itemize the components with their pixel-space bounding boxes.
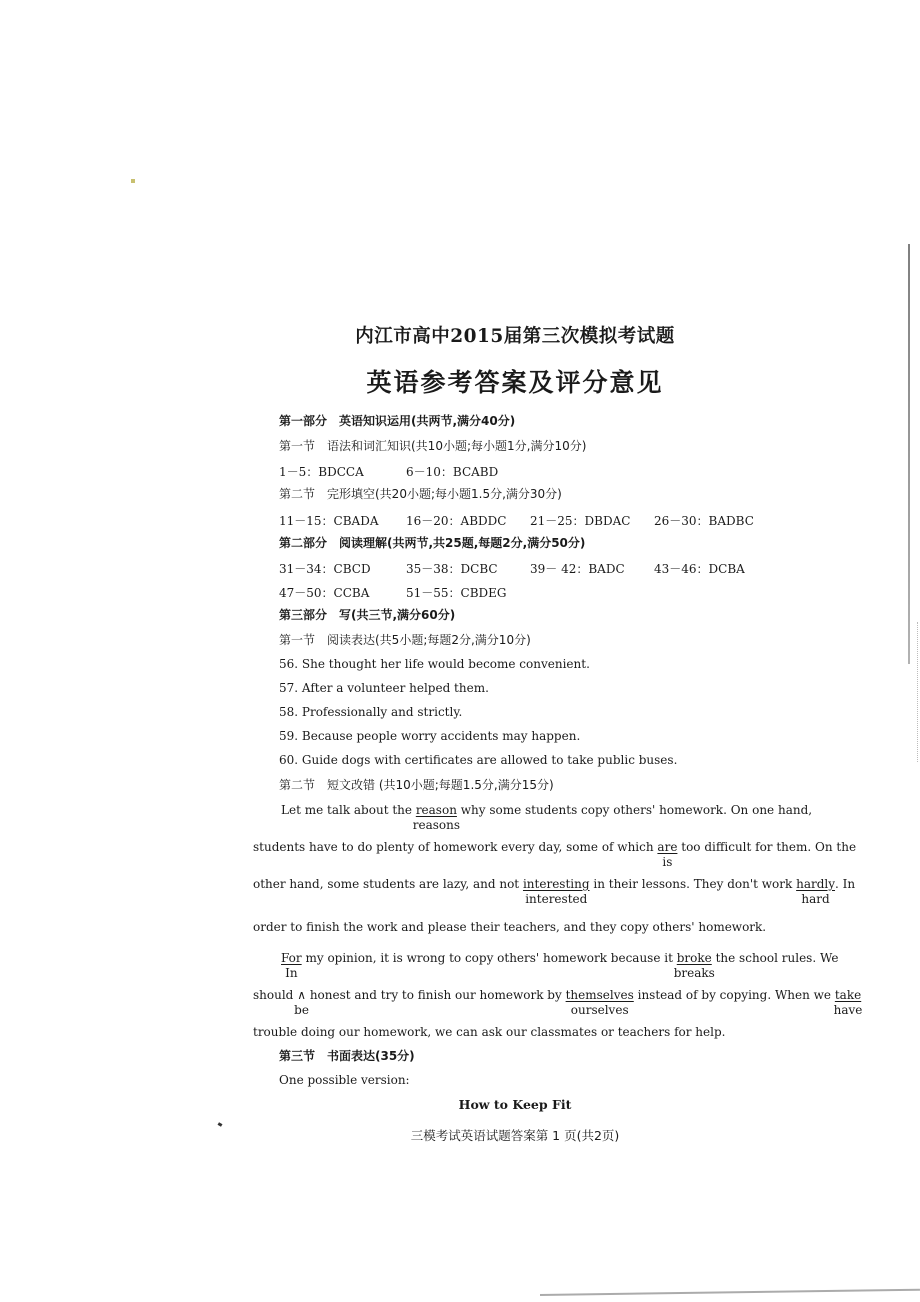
scan-speck (131, 179, 135, 183)
correction: For In (281, 951, 302, 980)
correction: reason reasons (412, 803, 460, 832)
reading-answer: 59. Because people worry accidents may happen. (279, 729, 581, 743)
correction: interesting interested (522, 877, 590, 906)
scan-edge-dots (917, 622, 919, 762)
passage-line: should ∧ be honest and try to finish our homework by themselves ourselves instead of by copying. When we take have (253, 988, 863, 1017)
answer-group: 31－34：CBCD (279, 562, 371, 576)
reading-answer: 56. She thought her life would become convenient. (279, 657, 590, 671)
answer-group: 35－38：DCBC (406, 562, 498, 576)
answer-group: 26－30：BADBC (654, 514, 754, 528)
answer-group: 6－10：BCABD (406, 465, 499, 479)
passage-line: Let me talk about the reason reasons why some students copy others' homework. On one hand, (281, 803, 813, 832)
answer-group: 39－ 42：BADC (530, 562, 625, 576)
scan-edge-bottom (540, 1289, 920, 1296)
reading-answer: 58. Professionally and strictly. (279, 705, 463, 719)
answer-group: 47－50：CCBA (279, 586, 370, 600)
part1-section1-header: 第一节 语法和词汇知识(共10小题;每小题1分,满分10分) (279, 439, 587, 453)
scan-edge-right (908, 244, 910, 664)
part1-header: 第一部分 英语知识运用(共两节,满分40分) (279, 414, 516, 428)
reading-answer: 57. After a volunteer helped them. (279, 681, 489, 695)
document-title: 内江市高中2015届第三次模拟考试题 (355, 326, 675, 347)
part3-section1-header: 第一节 阅读表达(共5小题;每题2分,满分10分) (279, 633, 531, 647)
answer-group: 51－55：CBDEG (406, 586, 507, 600)
answer-group: 21－25：DBDAC (530, 514, 631, 528)
part3-section3-header: 第三节 书面表达(35分) (279, 1049, 415, 1063)
correction: hardly hard (796, 877, 836, 906)
correction: themselves ourselves (565, 988, 634, 1017)
correction: are is (657, 840, 678, 869)
answer-group: 43－46：DCBA (654, 562, 745, 576)
answer-group: 1－5：BDCCA (279, 465, 364, 479)
answer-group: 11－15：CBADA (279, 514, 379, 528)
insertion-mark: ∧ be (294, 988, 309, 1017)
essay-intro: One possible version: (279, 1073, 410, 1087)
passage-line: other hand, some students are lazy, and not interesting interested in their lessons. They don't work hardly hard . In (253, 877, 856, 906)
passage-line: order to finish the work and please their teachers, and they copy others' homework. (253, 920, 767, 934)
correction: broke breaks (673, 951, 715, 980)
page-footer: 三模考试英语试题答案第 1 页(共2页) (410, 1128, 620, 1143)
part1-section2-header: 第二节 完形填空(共20小题;每小题1.5分,满分30分) (279, 487, 562, 501)
passage-line: trouble doing our homework, we can ask our classmates or teachers for help. (253, 1025, 726, 1039)
essay-title: How to Keep Fit (458, 1097, 572, 1112)
reading-answer: 60. Guide dogs with certificates are allowed to take public buses. (279, 753, 678, 767)
correction: take have (833, 988, 863, 1017)
document-subtitle: 英语参考答案及评分意见 (366, 368, 664, 397)
part3-header: 第三部分 写(共三节,满分60分) (279, 608, 456, 622)
part3-section2-header: 第二节 短文改错 (共10小题;每题1.5分,满分15分) (279, 778, 554, 792)
part2-header: 第二部分 阅读理解(共两节,共25题,每题2分,满分50分) (279, 536, 586, 550)
passage-line: For In my opinion, it is wrong to copy others' homework because it broke breaks the school rules. We (281, 951, 839, 980)
answer-group: 16－20：ABDDC (406, 514, 507, 528)
passage-line: students have to do plenty of homework every day, some of which are is too difficult for them. On the (253, 840, 857, 869)
